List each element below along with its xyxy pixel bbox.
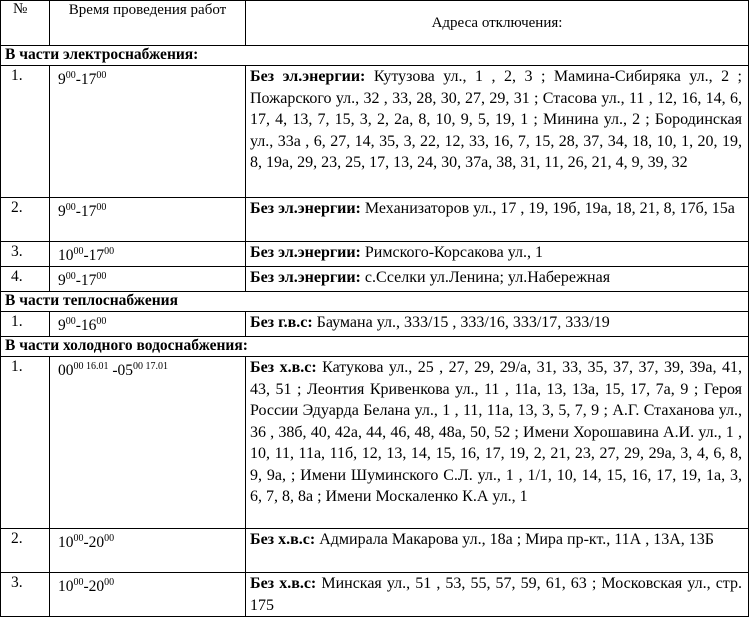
row-num: 4. [1,267,50,292]
table-row [1,66,749,198]
section-title: В части теплоснабжения [1,292,749,312]
section-water [1,337,749,357]
row-num: 2. [1,529,50,573]
header-address: Адреса отключения: [246,1,749,46]
row-addresses: Без г.в.с: Баумана ул., 333/15 , 333/16, 333/17, 333/19 [246,312,749,337]
table-row [1,312,749,337]
table-row [1,573,749,617]
row-time: $9^{00}-17^{00}$ [50,267,246,292]
table-row [1,242,749,267]
section-electricity [1,46,749,66]
row-num: 1. [1,357,50,529]
row-time: $10^{00}-17^{00}$ [50,242,246,267]
row-addresses: Без эл.энергии: Механизаторов ул., 17 , 19, 19б, 19а, 18, 21, 8, 17б, 15а [246,198,749,242]
table-row [1,357,749,529]
section-title: В части электроснабжения: [1,46,749,66]
row-num: 1. [1,66,50,198]
section-heating [1,292,749,312]
header-num: № [1,1,50,46]
row-time: $9^{00}-17^{00}$ [50,198,246,242]
row-time: $9^{00}-16^{00}$ [50,312,246,337]
row-time: $9^{00}-17^{00}$ [50,66,246,198]
table-row [1,267,749,292]
section-title: В части холодного водоснабжения: [1,337,749,357]
row-time: $10^{00}-20^{00}$ [50,529,246,573]
row-num: 2. [1,198,50,242]
header-time: Время проведения работ [50,1,246,46]
row-time: $00^{00 16.01}$ $-05^{00 17.01}$ [50,357,246,529]
table-row [1,529,749,573]
row-time: $10^{00}-20^{00}$ [50,573,246,617]
row-addresses: Без эл.энергии: Кутузова ул., 1 , 2, 3 ; Мамина-Сибиряка ул., 2 ; Пожарского ул., 32 , 33, 28, 30, 27, 29, 31 ; Стасова ул., 11 , 12, 16, 14, 6, 17, 4, 13, 7, 15, 3, 2, 2а, 8, 10, 9, 5, 19, 1 ; Минина ул., 2 ; Бородинская ул., 33а , 6, 27, 14, 35, 3, 22, 12, 33, 16, 7, 15, 28, 37, 34, 18, 10, 1, 20, 19, 8, 19а, 29, 23, 25, 17, 13, 24, 30, 37а, 38, 31, 11, 26, 21, 4, 9, 39, 32 [246,66,749,198]
row-addresses: Без х.в.с: Катукова ул., 25 , 27, 29, 29/а, 31, 33, 35, 37, 37, 39, 39а, 41, 43, 51 ; Леонтия Кривенкова ул., 11 , 11а, 13, 13а, 15, 17, 7а, 9 ; Героя России Эдуарда Белана ул., 1 , 11, 11а, 13, 3, 5, 7, 9 ; А.Г. Стаханова ул., 36 , 38б, 40, 42а, 44, 46, 48, 48а, 50, 52 ; Имени Хорошавина А.И. ул., 1 , 10, 11, 11а, 11б, 12, 13, 14, 15, 16, 17, 19, 2, 21, 23, 27, 29, 29а, 3, 4, 6, 8, 9, 9а, ; Имени Шуминского С.Л. ул., 1 , 1/1, 10, 14, 15, 16, 17, 19, 1а, 3, 6, 7, 8, 8а ; Имени Москаленко К.А ул., 1 [246,357,749,529]
header-row [1,1,749,46]
row-addresses: Без х.в.с: Адмирала Макарова ул., 18а ; Мира пр-кт., 11А , 13А, 13Б [246,529,749,573]
row-addresses: Без эл.энергии: Римского-Корсакова ул., 1 [246,242,749,267]
row-num: 3. [1,242,50,267]
row-addresses: Без х.в.с: Минская ул., 51 , 53, 55, 57, 59, 61, 63 ; Московская ул., стр. 175 [246,573,749,617]
row-num: 3. [1,573,50,617]
table-row [1,198,749,242]
row-num: 1. [1,312,50,337]
row-addresses: Без эл.энергии: с.Сселки ул.Ленина; ул.Набережная [246,267,749,292]
